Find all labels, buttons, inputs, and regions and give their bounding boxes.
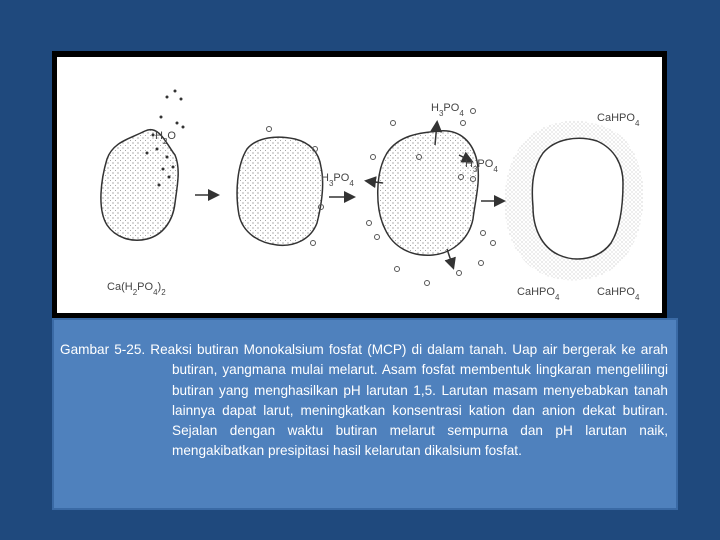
mcp-dissolution-diagram [57, 57, 662, 313]
granule-stage-2 [237, 137, 323, 245]
label-dcp-top-right: CaHPO$_4$ [597, 112, 640, 128]
label-acid-right: $H_3PO_4$ [465, 158, 498, 174]
label-acid-top: $H_3PO_4$ [431, 102, 464, 118]
granule-stage-1 [101, 130, 178, 241]
label-water: $H_2O$ [155, 130, 176, 146]
caption-box [52, 318, 678, 510]
figure-caption: Gambar 5-25. Reaksi butiran Monokalsium fosfat (MCP) di dalam tanah. Uap air bergerak ke arah butiran, yangmana mulai melarut. Asam fosfat membentuk lingkaran mengelilingi butiran yang menghasilkan pH larutan 1,5. Larutan masam menyebabkan tanah lainnya dapat larut, meningkatkan konsentrasi kation dan anion dekat butiran. Sejalan dengan waktu butiran melarut sempurna dan pH larutan naik, mengakibatkan presipitasi hasil kelarutan dikalsium fosfat. [60, 342, 668, 459]
label-dcp-bottom-right: CaHPO$_4$ [597, 286, 640, 302]
figure-panel [57, 57, 662, 313]
label-dcp-bottom-left: CaHPO$_4$ [517, 286, 560, 302]
label-acid-arrow: $H_3PO_4$ [321, 172, 354, 188]
label-mcp: $Ca(H_2PO_4)_2$ [107, 281, 166, 297]
figure-frame [52, 51, 667, 319]
granule-stage-3 [378, 131, 479, 255]
granule-stage-4 [532, 138, 623, 259]
